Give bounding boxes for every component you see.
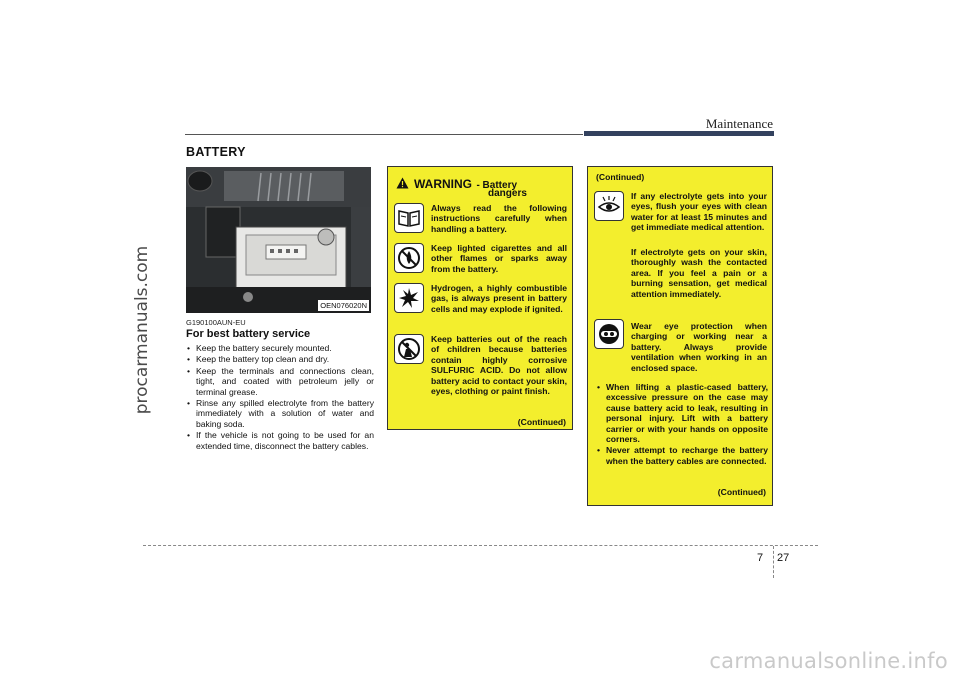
section-title: BATTERY — [186, 145, 246, 159]
page-number: 27 — [777, 552, 790, 564]
subsection-title: For best battery service — [186, 328, 311, 340]
continued-label: (Continued) — [717, 487, 766, 497]
explosion-icon — [394, 283, 424, 313]
service-bullet-list — [186, 343, 374, 452]
section-code: G190100AUN-EU — [186, 318, 246, 327]
continued-label: (Continued) — [596, 172, 645, 182]
warning-text: If electrolyte gets on your skin, thoroughly wash the contacted area. If you feel a pain or a burning sensation, get medical attention immediately. — [631, 247, 767, 299]
warning-text: Hydrogen, a highly combustible gas, is always present in battery cells and may explode if ignited. — [431, 283, 567, 314]
list-item: • Rinse any spilled electrolyte from the battery immediately with a solution of water and baking soda. — [186, 398, 374, 429]
warning-text: Wear eye protection when charging or working near a battery. Always provide ventilation when working in an enclosed space. — [631, 321, 767, 373]
eye-wash-icon — [594, 191, 624, 221]
engine-bay-illustration — [186, 167, 371, 313]
chapter-number: 7 — [757, 552, 764, 564]
warning-box-battery-dangers — [387, 166, 573, 430]
warning-box-continued — [587, 166, 773, 506]
battery-photo — [186, 167, 371, 313]
continued-label: (Continued) — [517, 417, 566, 427]
list-item: • When lifting a plastic-cased battery, excessive pressure on the case may cause battery acid to leak, resulting in personal injury. Lift with a battery carrier or with your hands on opposite corners. — [596, 382, 768, 444]
keep-away-children-icon — [394, 334, 424, 364]
list-item: • If the vehicle is not going to be used for an extended time, disconnect the battery cables. — [186, 430, 374, 451]
footer-divider — [773, 546, 774, 578]
footer-rule — [143, 545, 818, 546]
list-item: • Keep the battery securely mounted. — [186, 343, 374, 353]
page-header-title: Maintenance — [705, 116, 773, 131]
warning-title: WARNING — [414, 177, 472, 191]
warning-text: Keep batteries out of the reach of children because batteries contain highly corrosive SULFURIC ACID. Do not allow battery acid to contact your skin, eyes, clothing or paint finish. — [431, 334, 567, 397]
eye-protection-icon — [594, 319, 624, 349]
warning-bullet-list — [596, 382, 768, 467]
photo-caption: OEN076020N — [320, 301, 367, 310]
warning-title-subject: - Battery — [476, 180, 518, 191]
header-rule — [185, 134, 583, 135]
header-accent-bar — [584, 131, 774, 136]
book-icon — [394, 203, 424, 233]
warning-text: Keep lighted cigarettes and all other flames or sparks away from the battery. — [431, 243, 567, 274]
list-item: • Keep the battery top clean and dry. — [186, 354, 374, 364]
watermark-footer: carmanualsonline.info — [709, 649, 948, 673]
no-flame-icon — [394, 243, 424, 273]
warning-title-subject-line2: dangers — [488, 188, 527, 199]
warning-text: Always read the following instructions carefully when handling a battery. — [431, 203, 567, 234]
warning-triangle-icon — [396, 176, 409, 194]
list-item: • Never attempt to recharge the battery when the battery cables are connected. — [596, 445, 768, 466]
warning-text: If any electrolyte gets into your eyes, flush your eyes with clean water for at least 15 minutes and get immediate medical attention. — [631, 191, 767, 233]
list-item: • Keep the terminals and connections clean, tight, and coated with petroleum jelly or terminal grease. — [186, 366, 374, 397]
watermark-side: procarmanuals.com — [132, 245, 152, 415]
